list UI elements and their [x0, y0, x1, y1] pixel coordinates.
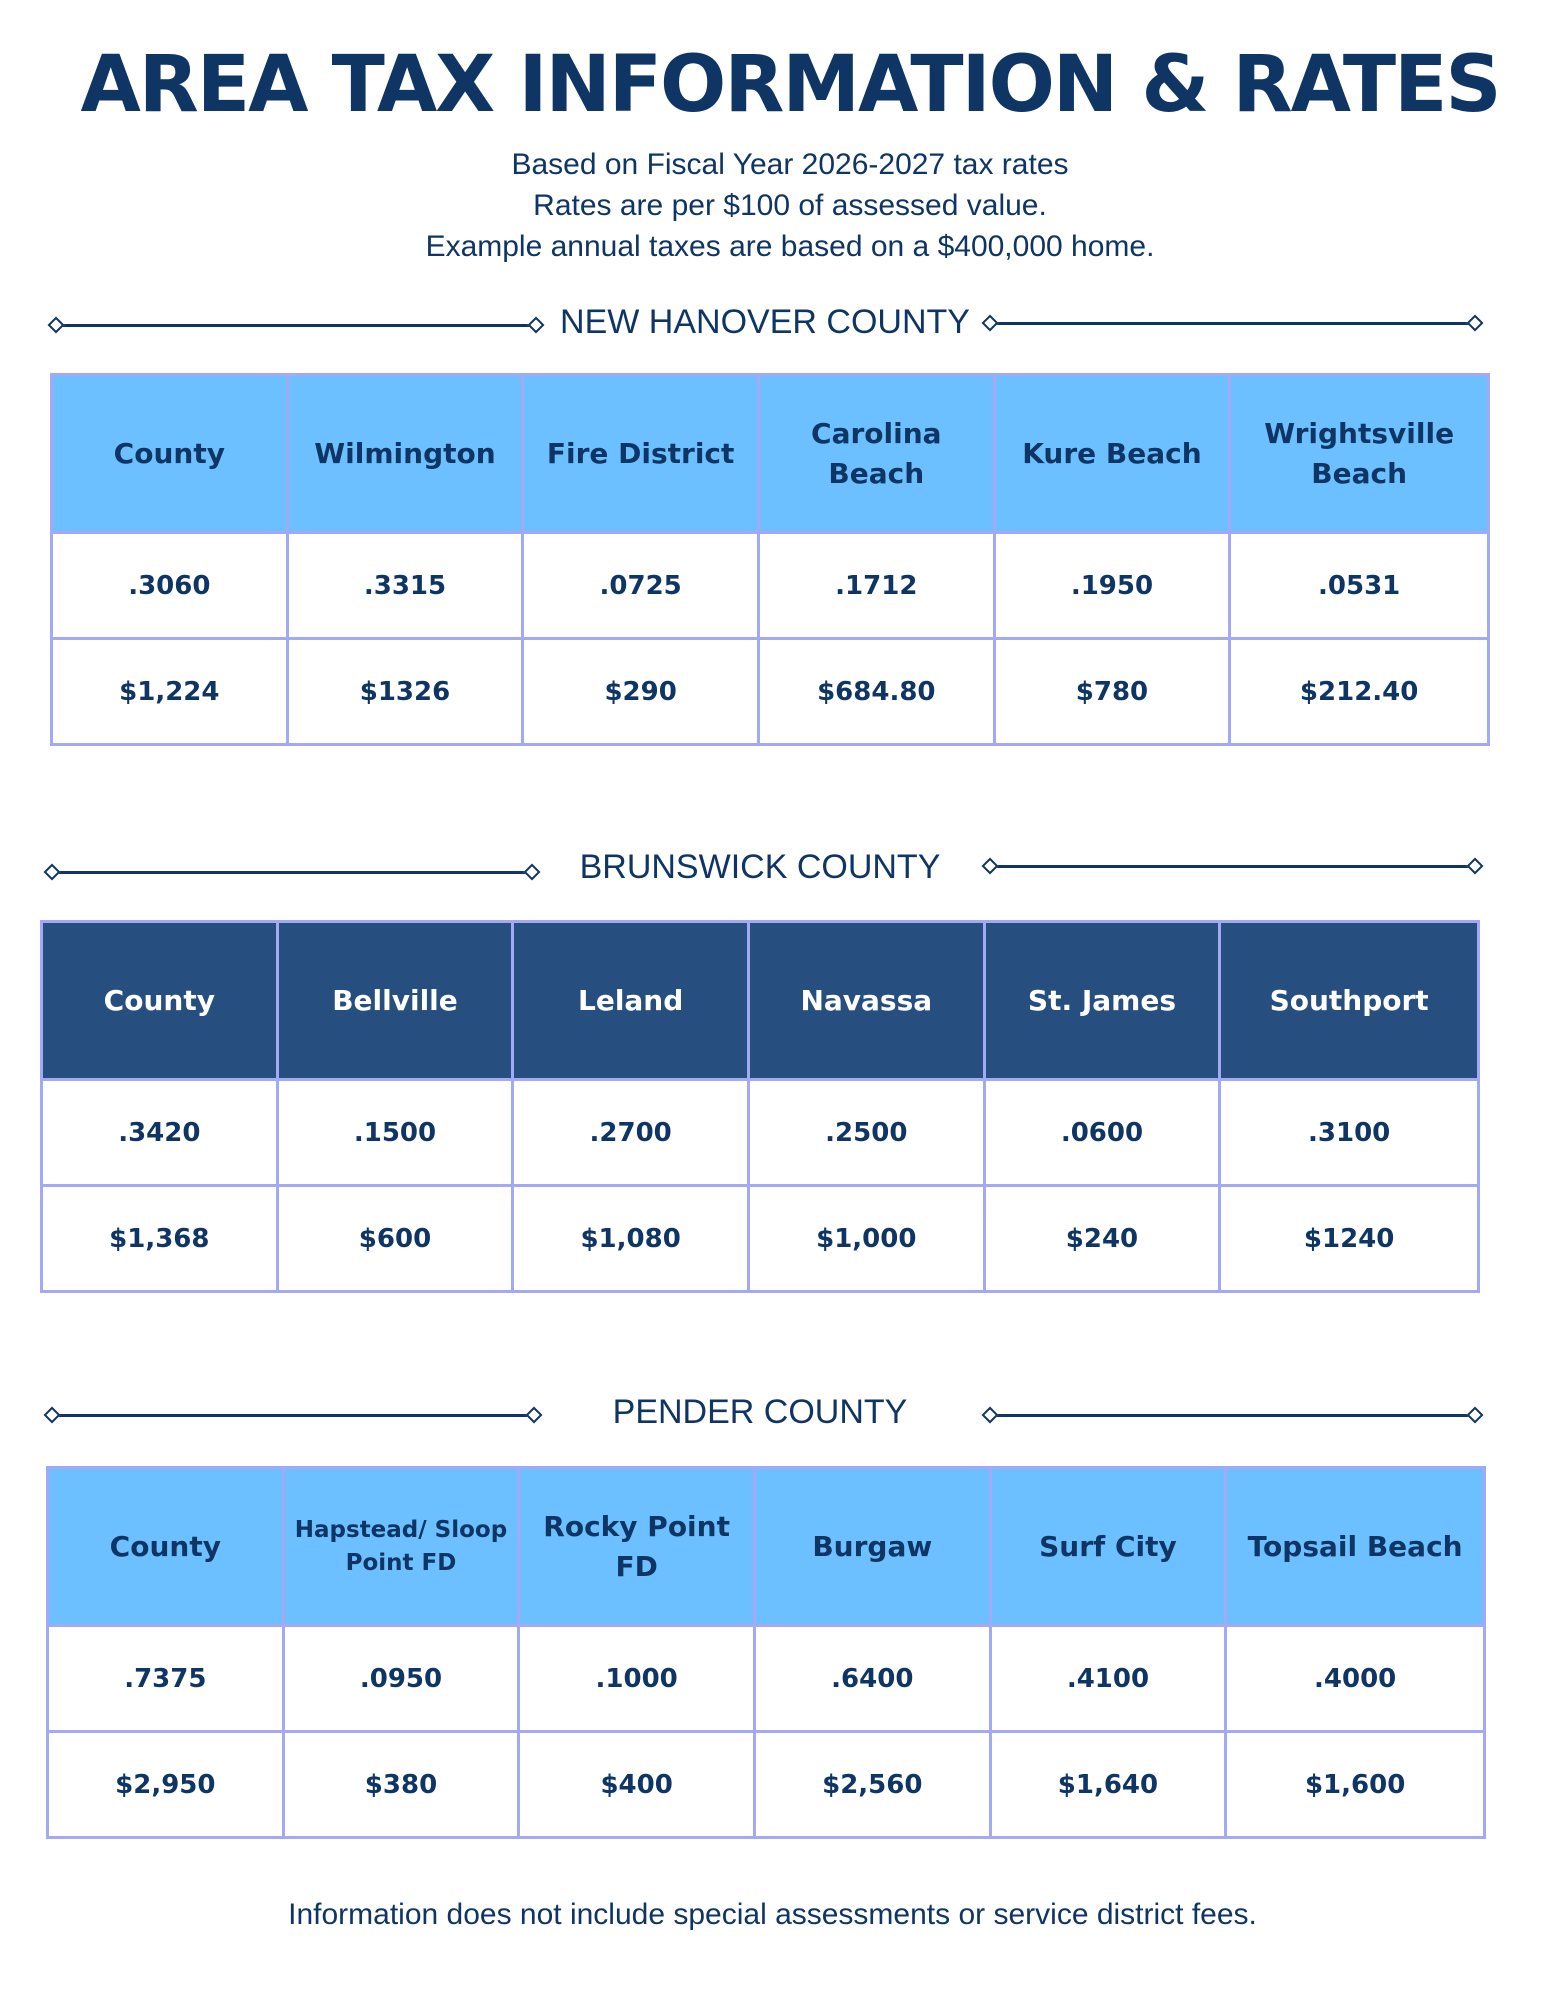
rate-cell: .0600 [984, 1080, 1220, 1186]
tax-cell: $780 [994, 639, 1230, 745]
subtitle-line-3: Example annual taxes are based on a $400,000 home. [425, 230, 1155, 263]
taxes-row [52, 639, 1489, 745]
divider-right [990, 1414, 1475, 1417]
column-header: Southport [1220, 922, 1479, 1080]
column-header: Leland [513, 922, 749, 1080]
brunswick-table [40, 920, 1480, 1293]
column-header: Hapstead/ Sloop Point FD [283, 1468, 519, 1626]
section-title: BRUNSWICK COUNTY [579, 848, 941, 886]
rate-cell: .1500 [277, 1080, 513, 1186]
rates-row [42, 1080, 1479, 1186]
rate-cell: .4000 [1226, 1626, 1485, 1732]
rate-cell: .1950 [994, 533, 1230, 639]
column-header: Wilmington [287, 375, 523, 533]
table-header-row [42, 922, 1479, 1080]
column-header: Navassa [748, 922, 984, 1080]
taxes-row [42, 1186, 1479, 1292]
column-header: Kure Beach [994, 375, 1230, 533]
column-header: Burgaw [754, 1468, 990, 1626]
tax-cell: $2,950 [48, 1732, 284, 1838]
divider-right [990, 865, 1475, 868]
section-title: PENDER COUNTY [612, 1393, 908, 1431]
table-header-row [52, 375, 1489, 533]
column-header: County [52, 375, 288, 533]
column-header: County [48, 1468, 284, 1626]
rate-cell: .3060 [52, 533, 288, 639]
tax-cell: $1,368 [42, 1186, 278, 1292]
pender-table [46, 1466, 1486, 1839]
column-header: Bellville [277, 922, 513, 1080]
tax-cell: $1,080 [513, 1186, 749, 1292]
column-header: St. James [984, 922, 1220, 1080]
tax-cell: $1240 [1220, 1186, 1479, 1292]
tax-cell: $400 [519, 1732, 755, 1838]
rate-cell: .4100 [990, 1626, 1226, 1732]
divider-left [52, 1414, 534, 1417]
column-header: County [42, 922, 278, 1080]
tax-cell: $1,224 [52, 639, 288, 745]
rate-cell: .3100 [1220, 1080, 1479, 1186]
rate-cell: .0950 [283, 1626, 519, 1732]
tax-cell: $684.80 [758, 639, 994, 745]
tax-cell: $2,560 [754, 1732, 990, 1838]
rates-row [52, 533, 1489, 639]
column-header: Wrightsville Beach [1230, 375, 1489, 533]
tax-cell: $1,600 [1226, 1732, 1485, 1838]
new-hanover-table [50, 373, 1490, 746]
tax-cell: $290 [523, 639, 759, 745]
column-header: Surf City [990, 1468, 1226, 1626]
section-header-brunswick [0, 842, 1545, 892]
divider-left [56, 324, 536, 327]
divider-right [990, 322, 1475, 325]
rate-cell: .3315 [287, 533, 523, 639]
column-header: Carolina Beach [758, 375, 994, 533]
rates-row [48, 1626, 1485, 1732]
subtitle-line-1: Based on Fiscal Year 2026-2027 tax rates [511, 148, 1069, 181]
tax-cell: $1,000 [748, 1186, 984, 1292]
rate-cell: .2500 [748, 1080, 984, 1186]
section-header-pender [0, 1387, 1545, 1437]
rate-cell: .7375 [48, 1626, 284, 1732]
tax-cell: $380 [283, 1732, 519, 1838]
rate-cell: .0531 [1230, 533, 1489, 639]
tax-cell: $600 [277, 1186, 513, 1292]
taxes-row [48, 1732, 1485, 1838]
divider-left [52, 871, 532, 874]
table-header-row [48, 1468, 1485, 1626]
rate-cell: .1712 [758, 533, 994, 639]
column-header: Fire District [523, 375, 759, 533]
rate-cell: .3420 [42, 1080, 278, 1186]
tax-cell: $240 [984, 1186, 1220, 1292]
subtitle-line-2: Rates are per $100 of assessed value. [533, 189, 1047, 222]
tax-cell: $1,640 [990, 1732, 1226, 1838]
tax-cell: $212.40 [1230, 639, 1489, 745]
rate-cell: .2700 [513, 1080, 749, 1186]
section-title: NEW HANOVER COUNTY [560, 303, 970, 341]
page-title: AREA TAX INFORMATION & RATES [80, 40, 1500, 130]
rate-cell: .1000 [519, 1626, 755, 1732]
column-header: Rocky Point FD [519, 1468, 755, 1626]
rate-cell: .6400 [754, 1626, 990, 1732]
rate-cell: .0725 [523, 533, 759, 639]
footer-note: Information does not include special assessments or service district fees. [288, 1898, 1257, 1931]
section-header-new-hanover [0, 297, 1545, 347]
tax-cell: $1326 [287, 639, 523, 745]
column-header: Topsail Beach [1226, 1468, 1485, 1626]
